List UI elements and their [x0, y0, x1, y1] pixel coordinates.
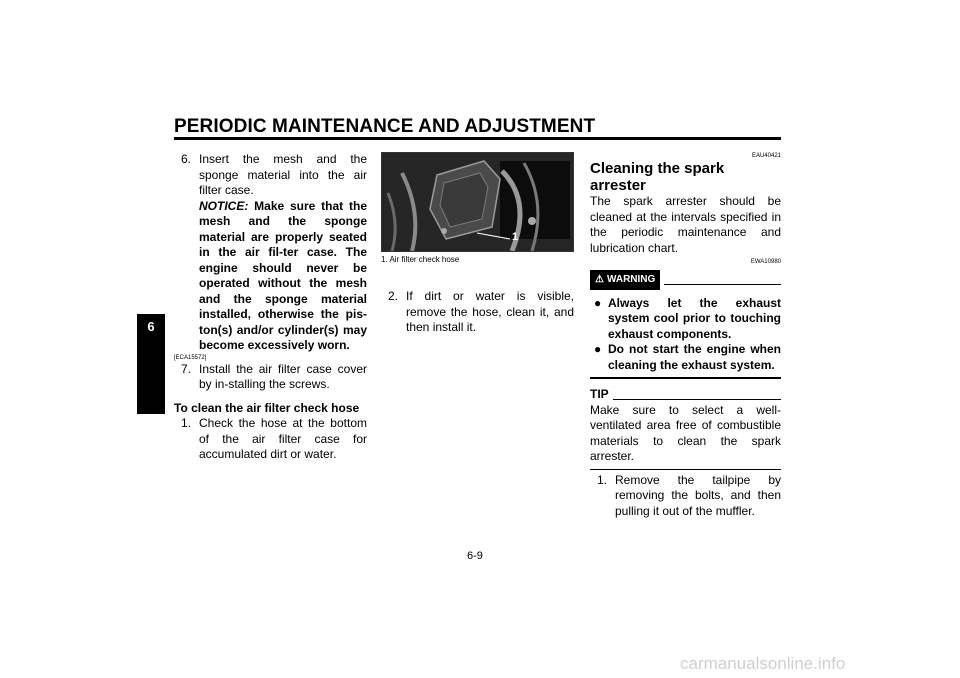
step-number: 1.: [597, 472, 608, 487]
chapter-tab: 6: [137, 314, 165, 414]
step-number: 6.: [181, 152, 192, 166]
tip-header-rule: [613, 399, 781, 400]
air-filter-hose-photo: [381, 152, 574, 252]
bullet-icon: ●: [594, 295, 602, 310]
subsection-heading: To clean the air filter check hose: [174, 400, 360, 415]
photo-illustration: [382, 153, 574, 252]
tip-header: [590, 387, 781, 403]
hose-step-2: [381, 289, 574, 336]
page-number: 6-9: [467, 550, 483, 562]
warning-text: Do not start the engine when cleaning the exhaust system.: [608, 342, 781, 372]
notice-label: NOTICE:: [199, 198, 249, 213]
header-rule: [174, 137, 781, 140]
warning-header: [590, 270, 781, 290]
step-6: [174, 152, 367, 354]
warning-list: [590, 296, 781, 374]
notice-code: [ECA15572]: [174, 354, 207, 361]
tip-label: TIP: [590, 387, 609, 401]
step-text: Remove the tailpipe by removing the bolts, and then pulling it out of the muffler.: [615, 472, 781, 518]
notice: [199, 199, 367, 354]
section-code: EAU40421: [751, 153, 781, 159]
tip-bottom-rule: [590, 469, 781, 470]
warning-bottom-rule: [590, 377, 781, 379]
step-number: 1.: [181, 416, 192, 430]
step-text: Install the air filter case cover by in-stalling the screws.: [199, 361, 367, 391]
section-intro: The spark arrester should be cleaned at the intervals specified in the periodic maintenance and lubrication chart.: [590, 194, 781, 255]
warning-badge: [590, 270, 660, 290]
warning-code: EWA10980: [750, 259, 781, 265]
warning-text: Always let the exhaust system cool prior to touching exhaust components.: [608, 295, 781, 341]
step-text: Check the hose at the bottom of the air filter case for accumulated dirt or water.: [199, 416, 367, 461]
warning-triangle-icon: ⚠: [595, 274, 604, 285]
warning-item: [590, 296, 781, 343]
arrester-step-1: [590, 473, 781, 520]
column-middle: [381, 152, 574, 336]
step-number: 2.: [388, 289, 399, 303]
warning-item: [590, 342, 781, 373]
notice-text: Make sure that the mesh and the sponge material are properly seated in the air fil-ter case. The engine should never be operated without the mesh and the sponge material installed, otherwise the pis-ton(s) and/or cylinder(s) may become excessively worn.: [199, 198, 367, 352]
warning-label: WARNING: [606, 274, 656, 285]
column-right: [590, 152, 781, 519]
step-number: 7.: [181, 361, 192, 376]
bullet-icon: ●: [594, 342, 602, 356]
step-text: Insert the mesh and the sponge material into the air filter case.: [199, 152, 367, 197]
warning-header-rule: [664, 284, 781, 285]
page-header-title: PERIODIC MAINTENANCE AND ADJUSTMENT: [174, 116, 596, 137]
watermark: carmanualsonline.info: [680, 654, 846, 673]
step-7: [174, 362, 367, 393]
section-heading: Cleaning the spark arrester: [590, 160, 725, 194]
step-text: If dirt or water is visible, remove the hose, clean it, and then install it.: [406, 289, 574, 334]
callout-number: 1: [512, 231, 519, 243]
hose-step-1: [174, 416, 367, 463]
column-left: [174, 152, 367, 463]
tip-text: Make sure to select a well-ventilated area free of combustible materials to clean the spark arrester.: [590, 402, 781, 463]
photo-caption: 1. Air filter check hose: [381, 255, 460, 264]
